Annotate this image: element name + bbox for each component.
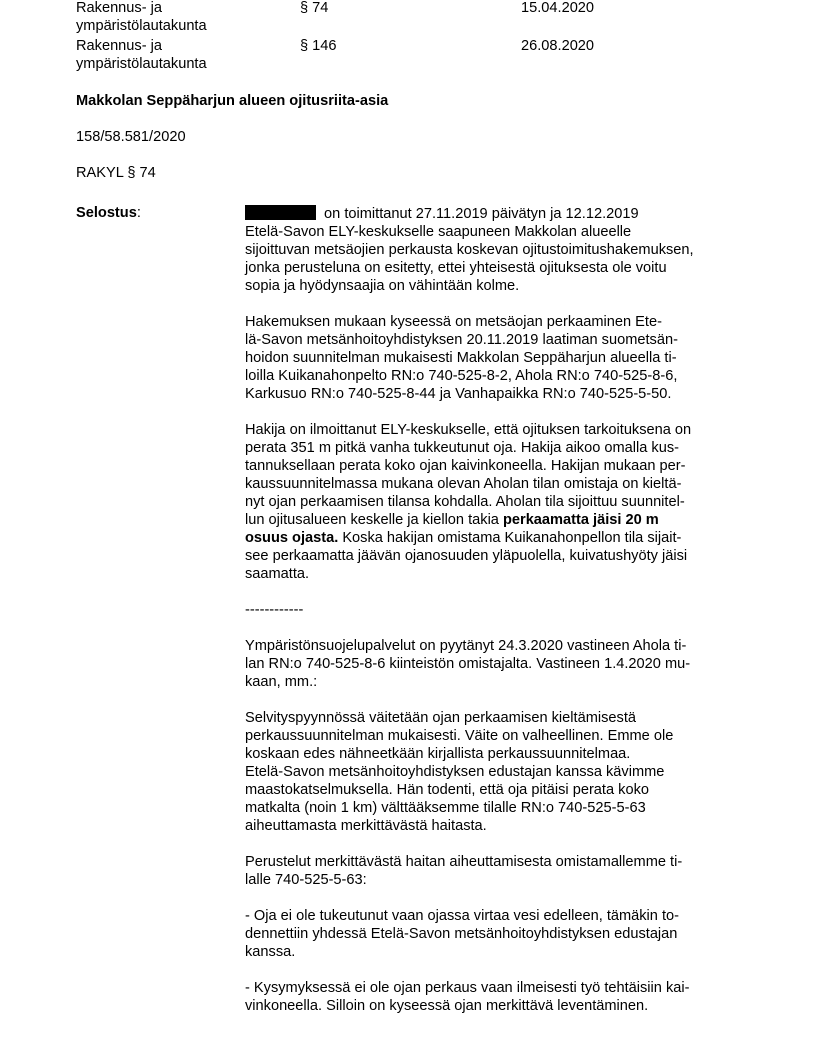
list-item: - Kysymyksessä ei ole ojan perkaus vaan ilmeisesti työ tehtäisiin kai- vinkoneella. Silloin on kyseessä ojan merkittävä leventäminen.	[245, 980, 690, 1014]
section-label: Selostus:	[76, 205, 141, 221]
paragraph: Perustelut merkittävästä haitan aiheuttamisesta omistamallemme ti- lalle 740-525-5-63:	[245, 854, 683, 888]
diary-number: 158/58.581/2020	[76, 129, 186, 145]
history-body: Rakennus- ja ympäristölautakunta	[76, 0, 207, 34]
section-body	[245, 205, 740, 1033]
meeting-reference: RAKYL § 74	[76, 165, 156, 181]
paragraph: Ympäristönsuojelupalvelut on pyytänyt 24.3.2020 vastineen Ahola ti- lan RN:o 740-525-8-6 kiinteistön omistajalta. Vastineen 1.4.2020 mu- kaan, mm.:	[245, 638, 691, 690]
history-section: § 74	[300, 0, 329, 16]
separator-line: ------------	[245, 602, 304, 618]
paragraph: Hakija on ilmoittanut ELY-keskukselle, että ojituksen tarkoituksena on perata 351 m pitkä vanha tukkeutunut oja. Hakija aikoo omalla kus- tannuksellaan perata koko ojan kaivinkoneella. Hakijan mukaan per- kaussuunnitelmassa mukana olevan Aholan tilan omistaja on kieltä- nyt ojan perkaamisen tilansa kohdalla. Aholan tila sijoittuu suunnitel- lun ojitusalueen keskelle ja kiellon takia perkaamatta jäisi 20 m osuus ojasta. Koska hakijan omistama Kuikanahonpellon tila sijait- see perkaamatta jäävän ojanosuuden yläpuolella, kuivatushyöty jäisi saamatta.	[245, 422, 692, 582]
history-row	[76, 0, 736, 36]
redaction-box	[245, 205, 316, 220]
paragraph: Hakemuksen mukaan kyseessä on metsäojan perkaaminen Ete- lä-Savon metsänhoitoyhdistyksen 20.11.2019 laatiman suometsän- hoidon suunnitelman mukaisesti Makkolan Seppäharjun alueella ti- loilla Kuikanahonpelto RN:o 740-525-8-2, Ahola RN:o 740-525-8-6, Karkusuo RN:o 740-525-8-44 ja Vanhapaikka RN:o 740-525-5-50.	[245, 314, 678, 402]
paragraph: on toimittanut 27.11.2019 päivätyn ja 12.12.2019 Etelä-Savon ELY-keskukselle saapuneen Makkolan alueelle sijoittuvan metsäojien perkausta koskevan ojitustoimitushakemuksen, jonka perusteluna on esitetty, ettei yhteisestä ojituksesta ole voitu sopia ja hyödynsaajia on vähintään kolme.	[245, 206, 694, 294]
history-body: Rakennus- ja ympäristölautakunta	[76, 38, 207, 72]
document-title: Makkolan Seppäharjun alueen ojitusriita-asia	[76, 93, 389, 109]
list-item: - Oja ei ole tukeutunut vaan ojassa virtaa vesi edelleen, tämäkin to- dennettiin yhdessä Etelä-Savon metsänhoitoyhdistyksen edustajan kanssa.	[245, 908, 680, 960]
quoted-paragraph: Selvityspyynnössä väitetään ojan perkaamisen kieltämisestä perkaussuunnitelman mukaisesti. Väite on valheellinen. Emme ole koskaan edes nähneetkään kirjallista perkaussuunnitelmaa. Etelä-Savon metsänhoitoyhdistyksen edustajan kanssa kävimme maastokatselmuksella. Hän todenti, että oja pitäisi perata koko matkalta (noin 1 km) välttääksemme tilalle RN:o 740-525-5-63 aiheuttamasta merkittävästä haitasta.	[245, 710, 674, 834]
history-date: 26.08.2020	[521, 38, 595, 54]
history-row	[76, 38, 736, 74]
history-date: 15.04.2020	[521, 0, 595, 16]
history-section: § 146	[300, 38, 337, 54]
decision-history-table	[76, 0, 736, 74]
